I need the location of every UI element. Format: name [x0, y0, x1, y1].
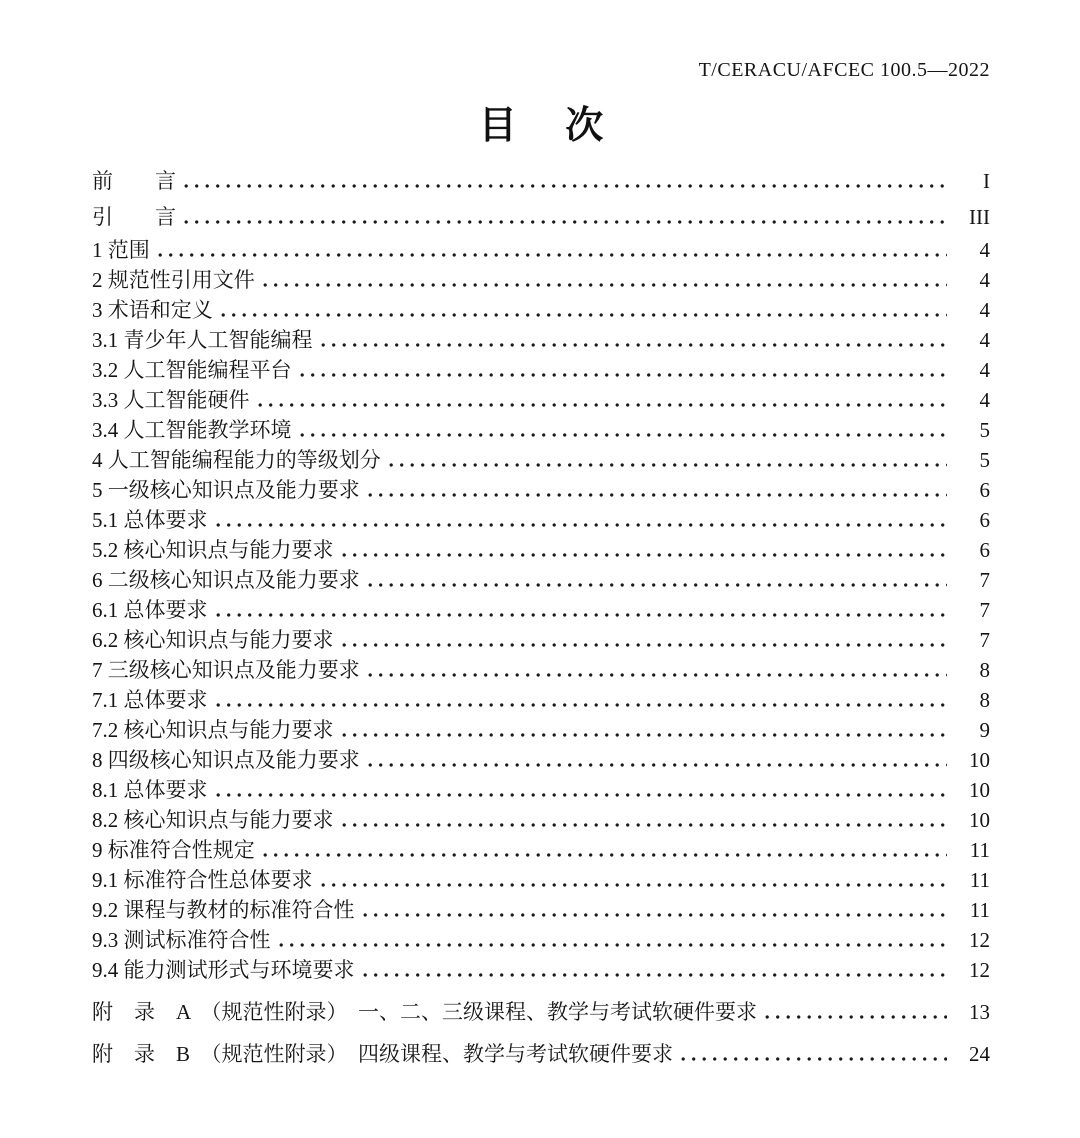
toc-entry-label: 9.1 标准符合性总体要求 — [92, 868, 313, 892]
toc-leader-dots — [158, 253, 947, 257]
toc-entry-page: 13 — [969, 1000, 990, 1024]
toc-entry-label: 3.2 人工智能编程平台 — [92, 358, 292, 382]
toc-entry-page: 6 — [979, 538, 990, 562]
toc-entry — [92, 625, 990, 655]
page-title: 目 次 — [478, 105, 604, 147]
toc-entry — [92, 925, 990, 955]
toc-leader-dots — [368, 763, 947, 767]
toc-entry-page: 24 — [969, 1042, 990, 1066]
toc-entry-label: 5.2 核心知识点与能力要求 — [92, 538, 334, 562]
toc-entry-label: 7.2 核心知识点与能力要求 — [92, 718, 334, 742]
toc-entry — [92, 805, 990, 835]
toc-leader-dots — [216, 793, 948, 797]
toc-entry-label: 5.1 总体要求 — [92, 508, 208, 532]
toc-leader-dots — [321, 343, 948, 347]
toc-leader-dots — [765, 1015, 947, 1019]
toc-entry-label: 4 人工智能编程能力的等级划分 — [92, 448, 381, 472]
toc-leader-dots — [321, 883, 948, 887]
toc-entry-page: III — [969, 205, 990, 229]
toc-entry-label: 前 言 — [92, 169, 176, 193]
toc-leader-dots — [216, 523, 948, 527]
toc-entry — [92, 997, 990, 1027]
toc-leader-dots — [184, 220, 947, 224]
toc-entry — [92, 355, 990, 385]
toc-entry-label: 引 言 — [92, 205, 176, 229]
toc-leader-dots — [279, 943, 948, 947]
toc-entry-page: 11 — [969, 838, 990, 862]
toc-entry-label: 3.4 人工智能教学环境 — [92, 418, 292, 442]
toc-entry-page: 4 — [979, 298, 990, 322]
toc-entry-label: 9 标准符合性规定 — [92, 838, 255, 862]
toc-entry-label: 9.3 测试标准符合性 — [92, 928, 271, 952]
toc-entry-label: 3 术语和定义 — [92, 298, 213, 322]
toc-leader-dots — [363, 913, 948, 917]
toc-entry — [92, 895, 990, 925]
toc-entry — [92, 745, 990, 775]
toc-entry-page: 4 — [979, 328, 990, 352]
toc-entry — [92, 325, 990, 355]
toc-entry — [92, 1039, 990, 1069]
toc-entry — [92, 655, 990, 685]
toc-entry-page: 4 — [979, 388, 990, 412]
toc-leader-dots — [363, 973, 948, 977]
toc-entry — [92, 265, 990, 295]
toc-entry-label: 3.3 人工智能硬件 — [92, 388, 250, 412]
toc-entry-label: 2 规范性引用文件 — [92, 268, 255, 292]
toc-leader-dots — [368, 493, 947, 497]
toc-entry — [92, 385, 990, 415]
toc-leader-dots — [221, 313, 947, 317]
toc-entry-page: 8 — [979, 688, 990, 712]
toc-entry-label: 附 录 A （规范性附录） 一、二、三级课程、教学与考试软硬件要求 — [92, 1000, 758, 1024]
toc-entry-label: 6 二级核心知识点及能力要求 — [92, 568, 360, 592]
toc-leader-dots — [263, 853, 947, 857]
toc-entry-page: 4 — [979, 268, 990, 292]
toc-entry — [92, 415, 990, 445]
toc-entry — [92, 775, 990, 805]
toc-entry — [92, 595, 990, 625]
toc-entry-page: 10 — [969, 748, 990, 772]
toc-leader-dots — [300, 373, 948, 377]
toc-entry — [92, 445, 990, 475]
toc-entry-page: 10 — [969, 778, 990, 802]
toc-entry-label: 9.4 能力测试形式与环境要求 — [92, 958, 355, 982]
toc-entry — [92, 955, 990, 985]
toc-leader-dots — [368, 583, 947, 587]
toc-entry-page: 5 — [979, 418, 990, 442]
toc-entry-page: 4 — [979, 358, 990, 382]
toc-entry — [92, 475, 990, 505]
toc-entry-page: 9 — [979, 718, 990, 742]
toc-entry-page: 4 — [979, 238, 990, 262]
toc-entry-label: 6.1 总体要求 — [92, 598, 208, 622]
toc-entry-page: 7 — [979, 628, 990, 652]
toc-leader-dots — [342, 553, 948, 557]
toc-entry-page: 12 — [969, 928, 990, 952]
toc-entry — [92, 199, 990, 235]
toc-entry-page: 7 — [979, 568, 990, 592]
toc-entry-label: 5 一级核心知识点及能力要求 — [92, 478, 360, 502]
toc-entry-page: 6 — [979, 478, 990, 502]
toc-entry-label: 8 四级核心知识点及能力要求 — [92, 748, 360, 772]
toc-entry-label: 8.2 核心知识点与能力要求 — [92, 808, 334, 832]
toc-leader-dots — [342, 643, 948, 647]
toc-entry-label: 8.1 总体要求 — [92, 778, 208, 802]
toc-leader-dots — [300, 433, 948, 437]
toc-leader-dots — [184, 184, 947, 188]
toc-entry-label: 附 录 B （规范性附录） 四级课程、教学与考试软硬件要求 — [92, 1042, 674, 1066]
toc-leader-dots — [681, 1057, 947, 1061]
toc-entry-label: 3.1 青少年人工智能编程 — [92, 328, 313, 352]
toc-leader-dots — [389, 463, 947, 467]
toc-leader-dots — [258, 403, 948, 407]
toc-leader-dots — [263, 283, 947, 287]
toc-entry-page: 5 — [979, 448, 990, 472]
standard-number: T/CERACU/AFCEC 100.5—2022 — [698, 59, 990, 81]
toc-entry — [92, 505, 990, 535]
toc-entry-page: 11 — [969, 898, 990, 922]
toc-entry — [92, 685, 990, 715]
toc-leader-dots — [368, 673, 947, 677]
toc-entry-page: 11 — [969, 868, 990, 892]
toc-entry-page: 7 — [979, 598, 990, 622]
toc-entry-label: 9.2 课程与教材的标准符合性 — [92, 898, 355, 922]
toc-entry-page: 10 — [969, 808, 990, 832]
toc-leader-dots — [342, 823, 948, 827]
toc-entry — [92, 565, 990, 595]
toc-leader-dots — [216, 613, 948, 617]
toc-entry-label: 7 三级核心知识点及能力要求 — [92, 658, 360, 682]
toc-entry-page: 8 — [979, 658, 990, 682]
toc-entry — [92, 235, 990, 265]
toc-entry — [92, 715, 990, 745]
toc-entry-page: 6 — [979, 508, 990, 532]
toc-entry — [92, 835, 990, 865]
toc-entry — [92, 295, 990, 325]
toc-entry-label: 7.1 总体要求 — [92, 688, 208, 712]
toc-list — [92, 163, 990, 1069]
toc-entry-label: 1 范围 — [92, 238, 150, 262]
toc-entry — [92, 865, 990, 895]
toc-entry — [92, 163, 990, 199]
toc-entry-page: 12 — [969, 958, 990, 982]
toc-entry — [92, 535, 990, 565]
toc-leader-dots — [342, 733, 948, 737]
toc-entry-label: 6.2 核心知识点与能力要求 — [92, 628, 334, 652]
toc-leader-dots — [216, 703, 948, 707]
toc-entry-page: I — [983, 169, 990, 193]
